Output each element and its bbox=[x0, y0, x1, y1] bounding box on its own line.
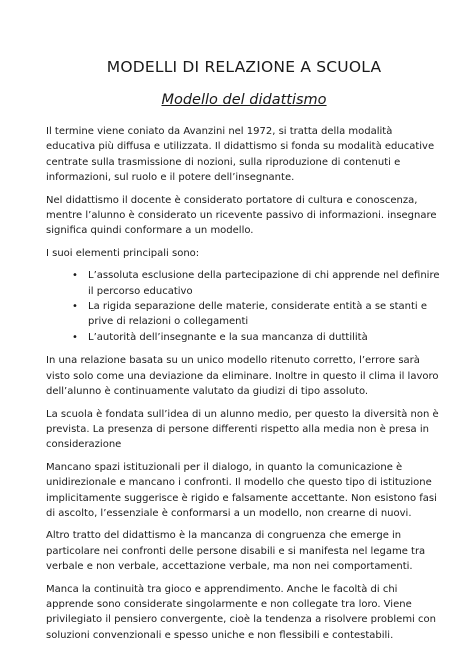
list-item bbox=[72, 268, 442, 299]
list-item bbox=[72, 330, 442, 345]
bullet-icon: • bbox=[72, 270, 78, 282]
paragraph-intro: Il termine viene coniato da Avanzini nel 1972, si tratta della modalità educativa più diffusa e utilizzata. Il didattismo si fonda su modalità educative centrate sulla trasmissione di nozioni, sulla riproduzione di contenuti e informazioni, sul ruolo e il potere dell’insegnante. bbox=[46, 126, 435, 184]
list-item-text: L’autorità dell’insegnante e la sua mancanza di duttilità bbox=[88, 331, 368, 343]
paragraph-congruenza: Altro tratto del didattismo è la mancanza di congruenza che emerge in particolare nei confronti delle persone disabili e si manifesta nel legame tra verbale e non verbale, accettazione verbale, ma non nei comportamenti. bbox=[46, 530, 426, 573]
list-item-text: L’assoluta esclusione della partecipazione di chi apprende nel definire il percorso educativo bbox=[88, 270, 440, 297]
list-item-text: La rigida separazione delle materie, considerate entità a se stanti e prive di relazioni o collegamenti bbox=[88, 301, 427, 328]
paragraph-docente: Nel didattismo il docente è considerato portatore di cultura e conoscenza, mentre l’alunno è considerato un ricevente passivo di informazioni. insegnare significa quindi conformare a un modello. bbox=[46, 194, 437, 237]
bullet-icon: • bbox=[72, 301, 78, 313]
paragraph-elements-heading: I suoi elementi principali sono: bbox=[46, 247, 200, 259]
section-subtitle: Modello del didattismo bbox=[161, 92, 327, 108]
paragraph-alunno-medio: La scuola è fondata sull’idea di un alunno medio, per questo la diversità non è prevista. La presenza di persone differenti rispetto alla media non è presa in considerazione bbox=[46, 408, 439, 451]
list-item bbox=[72, 299, 442, 330]
paragraph-dialogo: Mancano spazi istituzionali per il dialogo, in quanto la comunicazione è unidirezionale e mancano i confronti. Il modello che questo tipo di istituzione implicitamente suggerisce è rigido e falsamente accettante. Non esistono fasi di ascolto, l’essenziale è conformarsi a un modello, non crearne di nuovi. bbox=[46, 461, 437, 519]
document-title: MODELLI DI RELAZIONE A SCUOLA bbox=[106, 58, 382, 76]
paragraph-errore: In una relazione basata su un unico modello ritenuto corretto, l’errore sarà visto solo come una deviazione da eliminare. Inoltre in questo il clima il lavoro dell’alunno è continuamente valutato da giudizi di tipo assoluto. bbox=[46, 355, 439, 398]
bullet-icon: • bbox=[72, 331, 78, 343]
elements-list bbox=[46, 268, 442, 345]
paragraph-gioco: Manca la continuità tra gioco e apprendimento. Anche le facoltà di chi apprende sono considerate singolarmente e non collegate tra loro. Viene privilegiato il pensiero convergente, cioè la tendenza a risolvere problemi con soluzioni convenzionali e spesso uniche e non flessibili e contestabili. bbox=[46, 583, 436, 641]
